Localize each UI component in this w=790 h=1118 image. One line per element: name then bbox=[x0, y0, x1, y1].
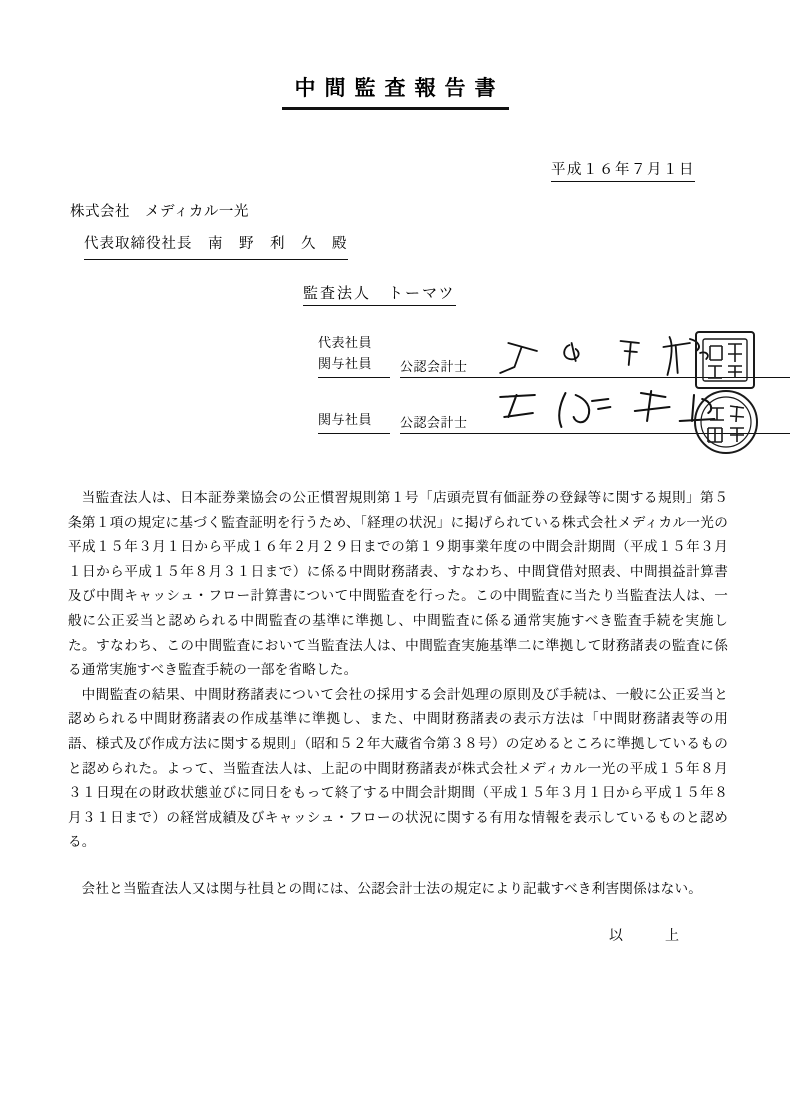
body-paragraph-3: 会社と当監査法人又は関与社員との間には、公認会計士法の規定により記載すべき利害関係はない。 bbox=[81, 880, 703, 897]
signatory-1-role-primary: 代表社員 bbox=[318, 336, 373, 351]
signatory-1-roles bbox=[318, 333, 390, 378]
signatory-1-signature-area bbox=[484, 331, 790, 378]
addressee-block bbox=[70, 198, 348, 260]
signatory-2-roles bbox=[318, 410, 390, 434]
handwritten-signature-icon bbox=[490, 387, 790, 433]
signatory-1-role-secondary: 関与社員 bbox=[318, 357, 373, 372]
body-paragraph-2: 中間監査の結果、中間財務諸表について会社の採用する会計処理の原則及び手続は、一般に公正妥当と認められる中間財務諸表の作成基準に準拠し、また、中間財務諸表の表示方法は「中間財務諸表等の用語、様式及び作成方法に関する規則」（昭和５２年大蔵省令第３８号）の定めるところに準拠しているものと認められた。よって、当監査法人は、上記の中間財務諸表が株式会社メディカル一光の平成１５年８月３１日現在の財政状態並びに同日をもって終了する中間会計期間（平成１５年３月１日から平成１５年８月３１日まで）の経営成績及びキャッシュ・フローの状況に関する有用な情報を表示しているものと認める。 bbox=[68, 686, 728, 851]
addressee-company: 株式会社 メディカル一光 bbox=[70, 204, 249, 220]
signatory-1-qualification: 公認会計士 bbox=[400, 356, 484, 378]
audit-firm-name: 監査法人 トーマツ bbox=[303, 282, 456, 306]
body-paragraph-1: 当監査法人は、日本証券業協会の公正慣習規則第１号「店頭売買有価証券の登録等に関する規則」第５条第１項の規定に基づく監査証明を行うため、「経理の状況」に掲げられている株式会社メディカル一光の平成１５年３月１日から平成１６年２月２９日までの第１９期事業年度の中間会計期間（平成１５年３月１日から平成１５年８月３１日まで）に係る中間財務諸表、すなわち、中間貸借対照表、中間損益計算書及び中間キャッシュ・フロー計算書について中間監査を行った。この中間監査に当たり当監査法人は、一般に公正妥当と認められる中間監査の基準に準拠し、中間監査に係る通常実施すべき監査手続を実施した。すなわち、この中間監査において当監査法人は、中間監査実施基準二に準拠して財務諸表の監査に係る通常実施すべき監査手続の一部を省略した。 bbox=[68, 490, 728, 679]
closing-marker: 以 上 bbox=[609, 928, 693, 944]
page-title: 中間監査報告書 bbox=[282, 72, 509, 110]
signature-block bbox=[318, 322, 790, 434]
report-body bbox=[68, 486, 728, 902]
signatory-2-role-primary: 関与社員 bbox=[318, 413, 373, 428]
report-date: 平成１６年７月１日 bbox=[551, 158, 695, 182]
signatory-2-signature-area bbox=[484, 387, 790, 434]
signatory-row-1 bbox=[318, 322, 790, 378]
addressee-person: 代表取締役社長 南 野 利 久 殿 bbox=[84, 230, 348, 260]
signatory-2-qualification: 公認会計士 bbox=[400, 412, 484, 434]
signatory-row-2 bbox=[318, 378, 790, 434]
title-block bbox=[0, 72, 790, 110]
handwritten-signature-icon bbox=[490, 331, 790, 377]
